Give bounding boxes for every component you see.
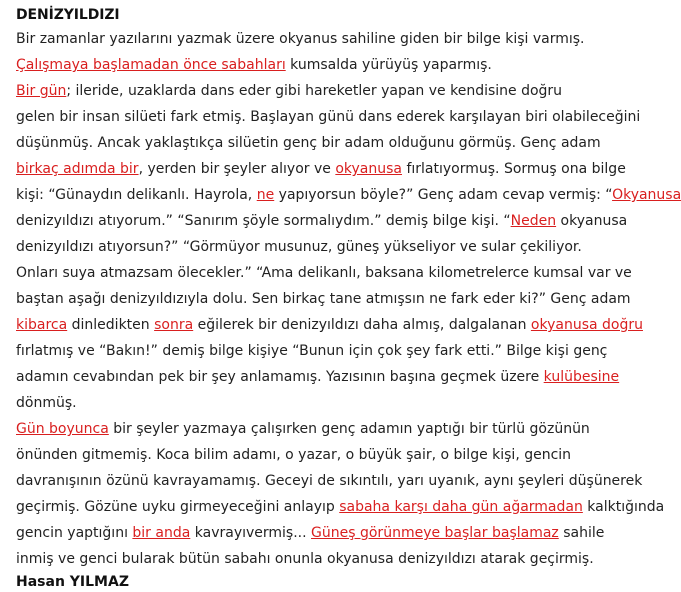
text-segment: okyanusa [556, 213, 628, 229]
text-segment: kişi: “Günaydın delikanlı. Hayrola, [16, 187, 257, 203]
text-segment: fırlatıyormuş. Sormuş ona bilge [402, 161, 626, 177]
text-segment: denizyıldızı atıyorsun?” “Görmüyor musunuz, güneş yükseliyor ve sular çekiliyor. [16, 239, 582, 255]
text-segment: fırlatmış ve “Bakın!” demiş bilge kişiye “Bunun için çok şey fark etti.” Bilge kişi genç [16, 343, 608, 359]
text-segment: eğilerek bir denizyıldızı daha almış, dalgalanan [193, 317, 531, 333]
story-line [16, 468, 656, 494]
story-line [16, 520, 656, 546]
inline-link[interactable]: Güneş görünmeye başlar başlamaz [311, 525, 559, 541]
text-segment: baştan aşağı denizyıldızıyla dolu. Sen birkaç tane atmışsın ne fark eder ki?” Genç adam [16, 291, 631, 307]
text-segment: gelen bir insan silüeti fark etmiş. Başlayan günü dans ederek karşılayan biri olabileceğini [16, 109, 641, 125]
inline-link[interactable]: Gün boyunca [16, 421, 109, 437]
story-line [16, 390, 656, 416]
text-segment: Bir zamanlar yazılarını yazmak üzere okyanus sahiline giden bir bilge kişi varmış. [16, 31, 585, 47]
inline-link[interactable]: Çalışmaya başlamadan önce sabahları [16, 57, 286, 73]
text-segment: gencin yaptığını [16, 525, 133, 541]
story-line [16, 78, 656, 104]
text-segment: kumsalda yürüyüş yaparmış. [285, 57, 492, 73]
article-title: DENİZYILDIZI [16, 7, 120, 23]
text-segment: bir şeyler yazmaya çalışırken genç adamın yaptığı bir türlü gözünün [108, 421, 590, 437]
story-line [16, 494, 665, 520]
text-segment: yapıyorsun böyle?” Genç adam cevap vermiş: “ [274, 187, 613, 203]
text-segment: ; ileride, uzaklarda dans eder gibi hareketler yapan ve kendisine doğru [66, 83, 563, 99]
text-segment: denizyıldızı atıyorum.” “Sanırım şöyle sormalıydım.” demiş bilge kişi. “ [16, 213, 511, 229]
inline-link[interactable]: Okyanusa [612, 187, 681, 203]
story-body [16, 26, 681, 572]
text-segment: davranışının özünü kavrayamamış. Geceyi de sıkıntılı, yarı uyanık, aynı şeyleri düşünerek [16, 473, 643, 489]
inline-link[interactable]: kibarca [16, 317, 68, 333]
inline-link[interactable]: Neden [510, 213, 557, 229]
text-segment: düşünmüş. Ancak yaklaştıkça silüetin genç bir adam olduğunu görmüş. Genç adam [16, 135, 601, 151]
text-segment: sahile [558, 525, 605, 541]
story-line [16, 104, 656, 130]
story-line [16, 156, 656, 182]
story-line [16, 130, 656, 156]
inline-link[interactable]: kulübesine [543, 369, 620, 385]
inline-link[interactable]: birkaç adımda bir [16, 161, 139, 177]
inline-link[interactable]: ne [256, 187, 275, 203]
inline-link[interactable]: okyanusa [335, 161, 403, 177]
story-line [16, 52, 656, 78]
text-segment: Onları suya atmazsam ölecekler.” “Ama delikanlı, baksana kilometrelerce kumsal var ve [16, 265, 632, 281]
text-segment: inmiş ve genci bularak bütün sabahı onunla okyanusa denizyıldızı atarak geçirmiş. [16, 551, 594, 567]
story-line [16, 26, 656, 52]
story-line [16, 364, 656, 390]
story-line [16, 338, 656, 364]
story-line [16, 546, 656, 572]
story-line [16, 234, 656, 260]
inline-link[interactable]: bir anda [132, 525, 191, 541]
text-segment: kalktığında [582, 499, 665, 515]
story-line [16, 442, 656, 468]
story-line [16, 260, 656, 286]
text-segment: kavrayıvermiş... [190, 525, 312, 541]
inline-link[interactable]: okyanusa doğru [530, 317, 643, 333]
author-name: Hasan YILMAZ [16, 574, 129, 590]
text-segment: adamın cevabından pek bir şey anlamamış. Yazısının başına geçmek üzere [16, 369, 544, 385]
text-segment: , yerden bir şeyler alıyor ve [138, 161, 336, 177]
inline-link[interactable]: sonra [154, 317, 194, 333]
inline-link[interactable]: sabaha karşı daha gün ağarmadan [339, 499, 583, 515]
text-segment: geçirmiş. Gözüne uyku girmeyeceğini anlayıp [16, 499, 340, 515]
text-segment: dinledikten [67, 317, 155, 333]
story-line [16, 312, 656, 338]
story-line [16, 182, 681, 208]
text-segment: önünden gitmemiş. Koca bilim adamı, o yazar, o büyük şair, o bilge kişi, gencin [16, 447, 572, 463]
text-segment: dönmüş. [16, 395, 77, 411]
inline-link[interactable]: Bir gün [16, 83, 67, 99]
story-line [16, 416, 656, 442]
story-line [16, 286, 656, 312]
story-line [16, 208, 656, 234]
